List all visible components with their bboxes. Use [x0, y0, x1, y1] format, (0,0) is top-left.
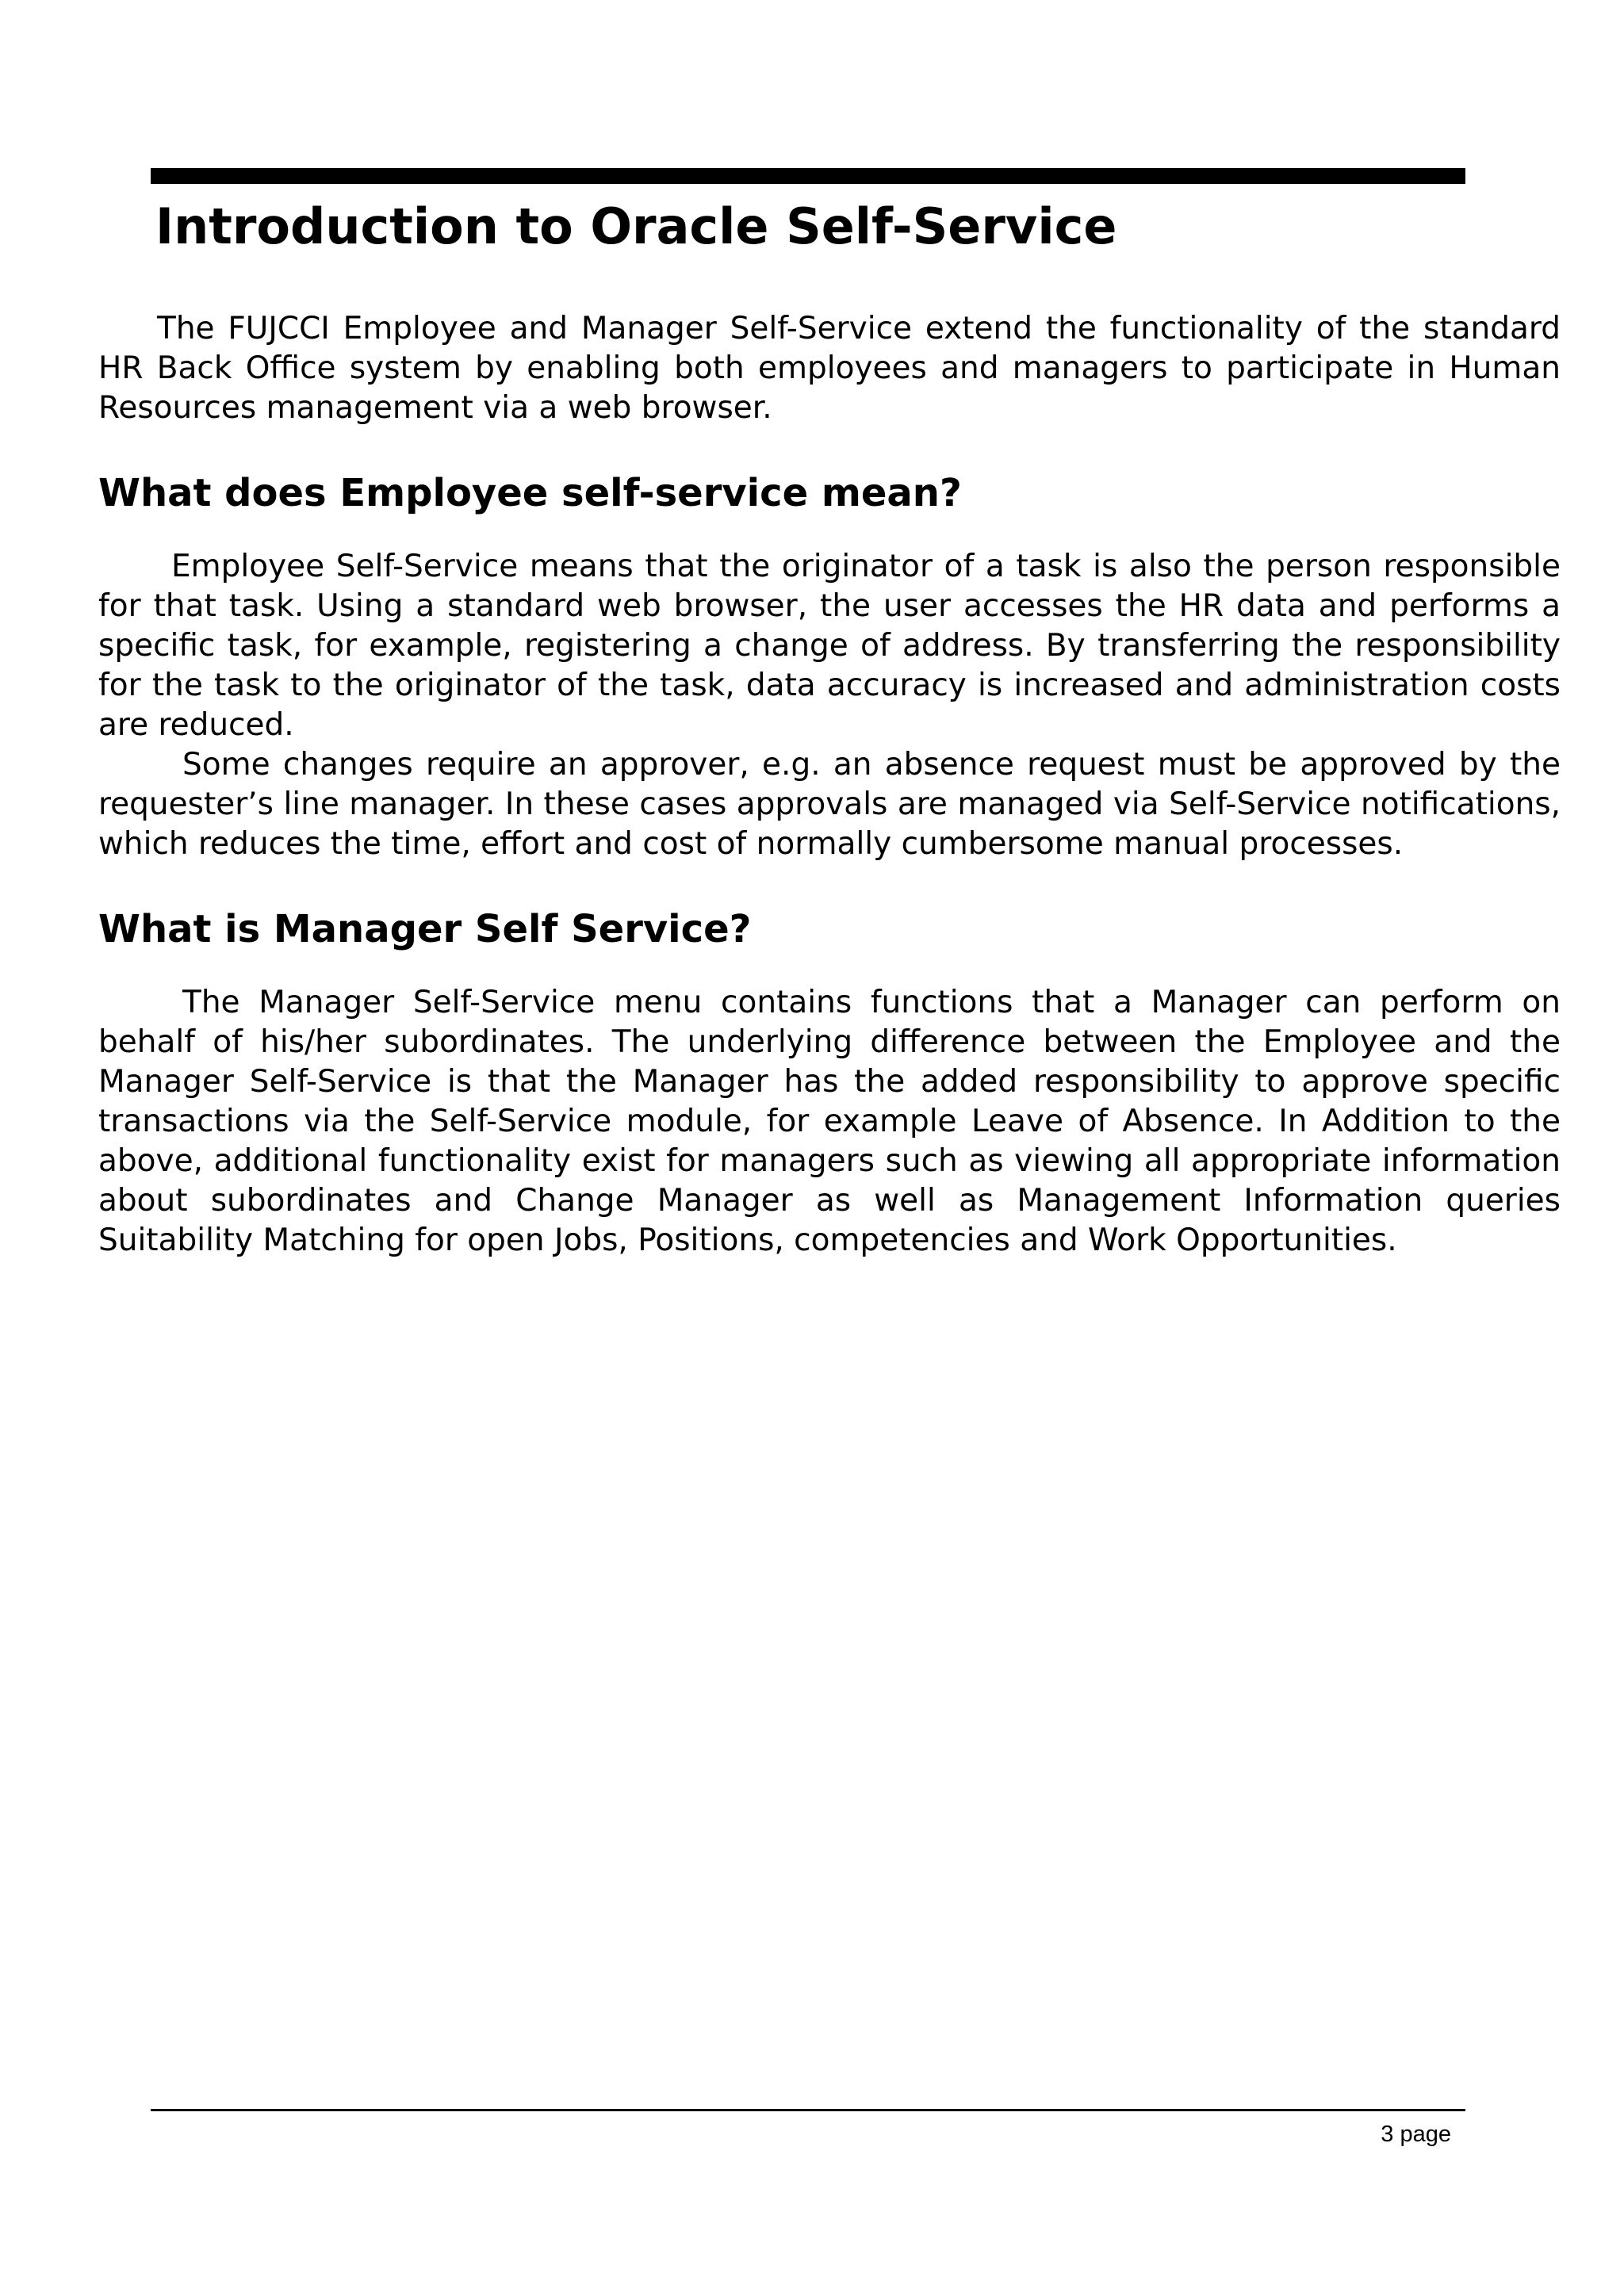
employee-self-service-paragraph: Employee Self-Service means that the originator of a task is also the person responsible for that task. Using a standard web browser, the user accesses the HR data and performs a specific task, for example, registering a change of address. By transferring the responsibility for the task to the originator of the task, data accuracy is increased and administration costs are reduced.: [98, 549, 1561, 743]
section-heading-manager-self-service: What is Manager Self Service?: [98, 907, 752, 951]
header-rule: [151, 168, 1465, 184]
page-number: 3 page: [1381, 2122, 1451, 2147]
section-heading-employee-self-service: What does Employee self-service mean?: [98, 471, 962, 515]
intro-paragraph: The FUJCCI Employee and Manager Self-Service extend the functionality of the standard HR Back Office system by enabling both employees and managers to participate in Human Resources management via a web browser.: [98, 311, 1561, 426]
approver-paragraph: Some changes require an approver, e.g. an absence request must be approved by the requester’s line manager. In these cases approvals are managed via Self-Service notifications, which reduces the time, effort and cost of normally cumbersome manual processes.: [98, 747, 1561, 862]
document-body: [98, 309, 1561, 1261]
page-title: Introduction to Oracle Self-Service: [155, 197, 1117, 255]
manager-self-service-paragraph: The Manager Self-Service menu contains functions that a Manager can perform on behalf of his/her subordinates. The underlying difference between the Employee and the Manager Self-Service is that the Manager has the added responsibility to approve specific transactions via the Self-Service module, for example Leave of Absence. In Addition to the above, additional functionality exist for managers such as viewing all appropriate information about subordinates and Change Manager as well as Management Information queries Suitability Matching for open Jobs, Positions, competencies and Work Opportunities.: [98, 985, 1561, 1258]
footer-rule: [151, 2109, 1465, 2111]
